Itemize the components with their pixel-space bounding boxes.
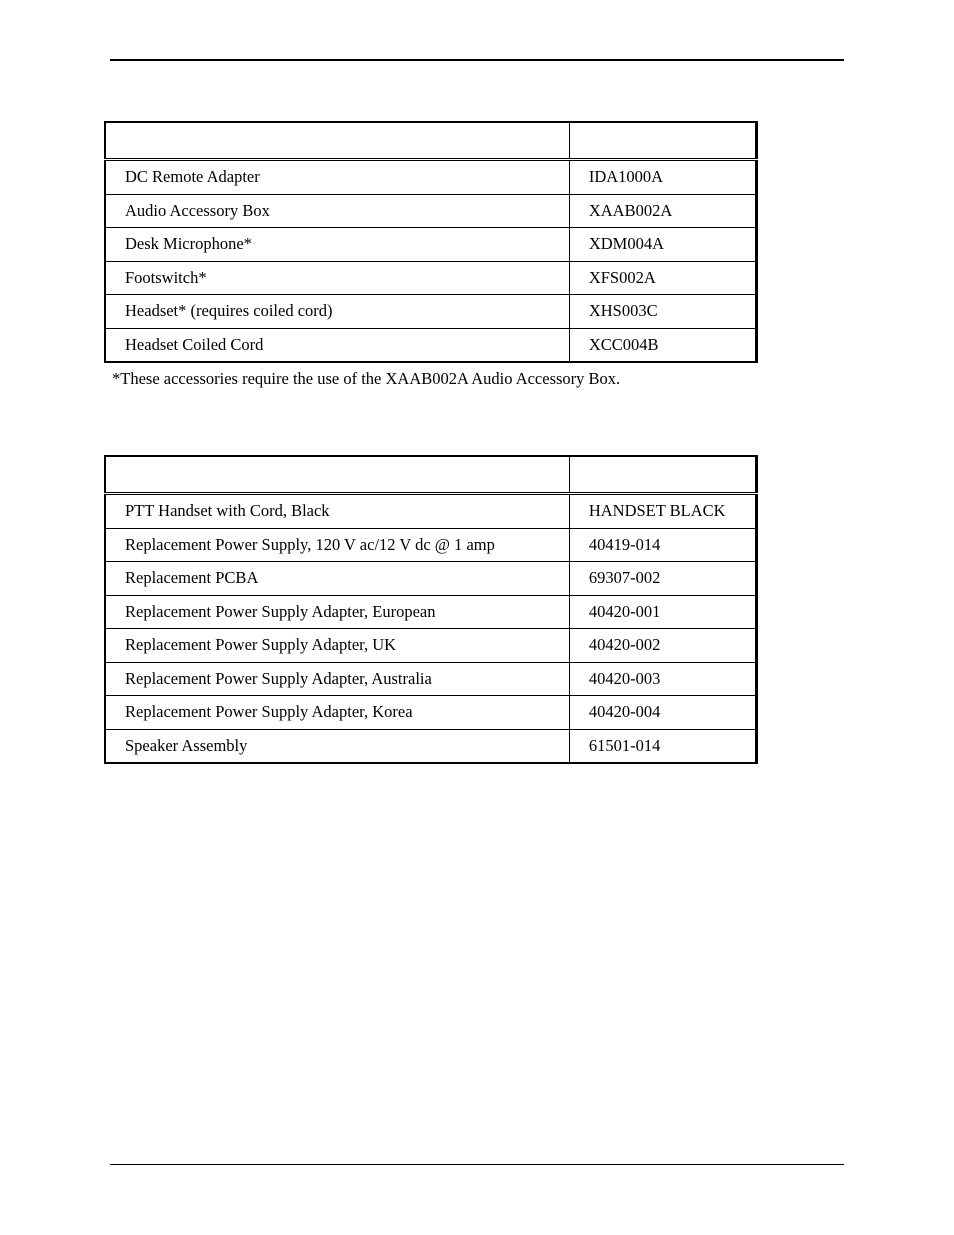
footer-rule xyxy=(110,1164,844,1165)
table-row xyxy=(105,261,757,295)
description-cell: Replacement Power Supply Adapter, Australia xyxy=(105,662,569,696)
table-row xyxy=(105,228,757,262)
table-row xyxy=(105,494,757,529)
table-header-row xyxy=(105,456,757,494)
table-row xyxy=(105,729,757,763)
table-row xyxy=(105,194,757,228)
description-cell: Replacement Power Supply Adapter, Korea xyxy=(105,696,569,730)
description-cell: Headset Coiled Cord xyxy=(105,328,569,362)
table-row xyxy=(105,295,757,329)
header-rule xyxy=(110,59,844,61)
part-number-cell: 40420-003 xyxy=(569,662,756,696)
replacement-parts-table xyxy=(104,455,758,764)
table-row xyxy=(105,328,757,362)
column-header-part-number xyxy=(569,456,756,494)
accessories-table xyxy=(104,121,758,363)
column-header-description xyxy=(105,122,569,160)
part-number-cell: 40420-002 xyxy=(569,629,756,663)
part-number-cell: HANDSET BLACK xyxy=(569,494,756,529)
part-number-cell: XFS002A xyxy=(569,261,756,295)
table-row xyxy=(105,160,757,195)
table-row xyxy=(105,696,757,730)
part-number-cell: XCC004B xyxy=(588,334,659,354)
part-number-cell: XDM004A xyxy=(569,228,756,262)
part-number-cell: XHS003C xyxy=(569,295,756,329)
part-number-cell: 40419-014 xyxy=(569,528,756,562)
description-cell: DC Remote Adapter xyxy=(105,160,569,195)
table-row xyxy=(105,629,757,663)
table-header-row xyxy=(105,122,757,160)
description-cell: Headset* (requires coiled cord) xyxy=(105,295,569,329)
description-cell: Replacement Power Supply Adapter, European xyxy=(105,595,569,629)
table-row xyxy=(105,595,757,629)
description-cell: Replacement Power Supply Adapter, UK xyxy=(105,629,569,663)
description-cell: Replacement PCBA xyxy=(105,562,569,596)
part-number-cell: 40420-004 xyxy=(569,696,756,730)
description-cell: Replacement Power Supply, 120 V ac/12 V dc @ 1 amp xyxy=(105,528,569,562)
table-row xyxy=(105,528,757,562)
accessories-footnote: *These accessories require the use of the XAAB002A Audio Accessory Box. xyxy=(112,369,621,388)
part-number-cell: XAAB002A xyxy=(569,194,756,228)
part-number-cell: 61501-014 xyxy=(588,735,661,755)
description-cell: Footswitch* xyxy=(105,261,569,295)
description-cell: PTT Handset with Cord, Black xyxy=(105,494,569,529)
description-cell: Speaker Assembly xyxy=(105,729,569,763)
column-header-part-number xyxy=(569,122,756,160)
part-number-cell: 40420-001 xyxy=(569,595,756,629)
description-cell: Desk Microphone* xyxy=(105,228,569,262)
part-number-cell: IDA1000A xyxy=(569,160,756,195)
description-cell: Audio Accessory Box xyxy=(105,194,569,228)
part-number-cell: 69307-002 xyxy=(569,562,756,596)
column-header-description xyxy=(105,456,569,494)
table-row xyxy=(105,562,757,596)
table-row xyxy=(105,662,757,696)
